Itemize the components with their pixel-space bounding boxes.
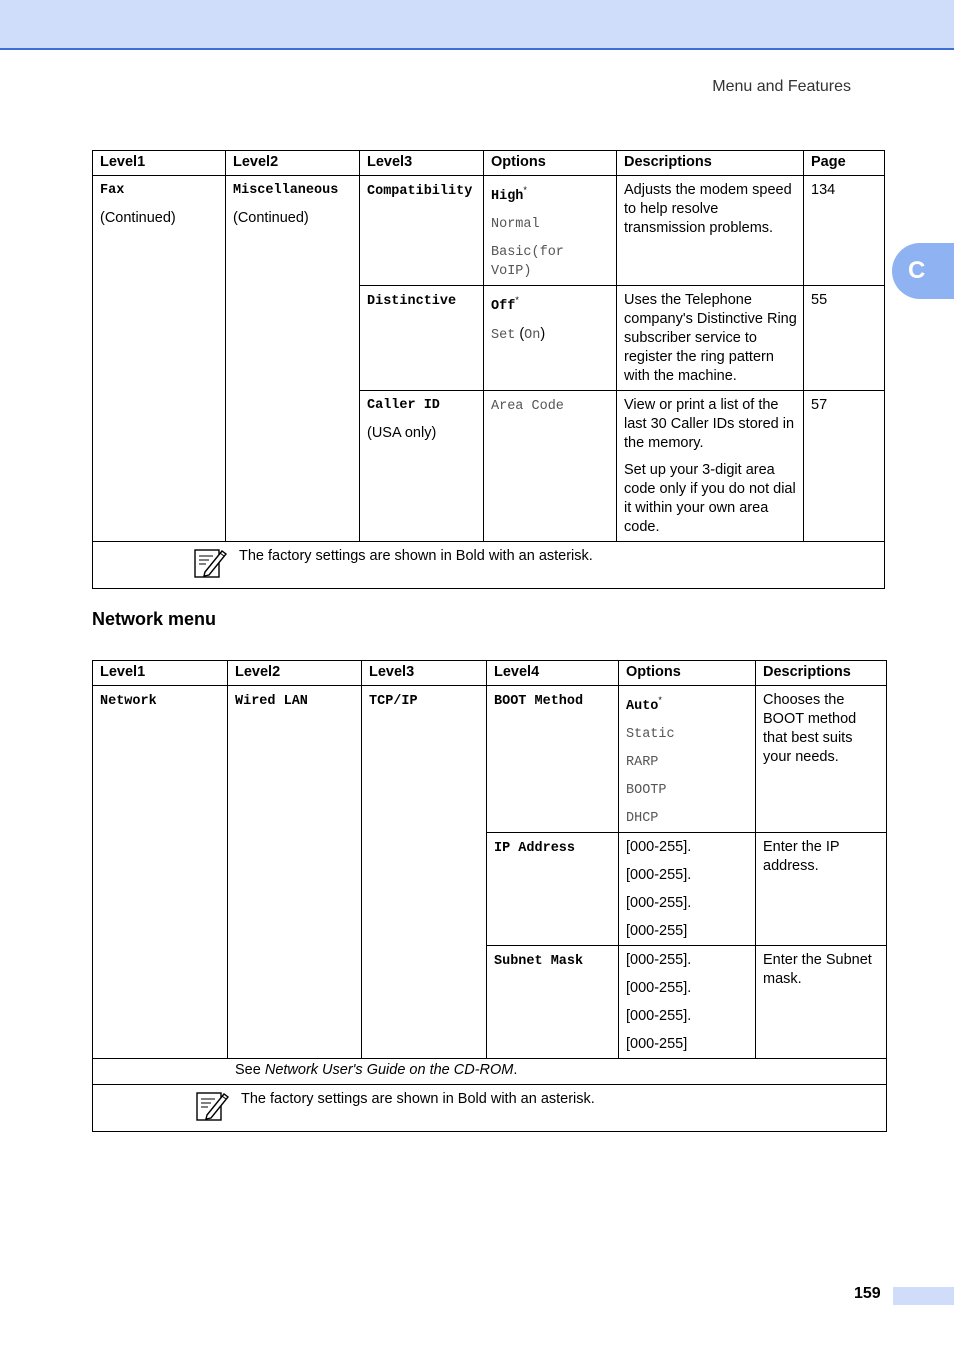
option-sub: On [524,327,541,343]
page-cell: 134 [804,176,885,286]
option: DHCP [626,810,659,826]
note-pencil-icon [193,545,227,579]
description-cell: Adjusts the modem speed to help resolve transmission problems. [617,176,804,286]
col-header: Level3 [360,151,484,176]
level2-note: (Continued) [233,210,309,226]
level1-name: Fax [100,183,125,198]
description-cell: Chooses the BOOT method that best suits your needs. [756,686,887,833]
option: [000-255] [626,922,688,939]
option: [000-255]. [626,951,692,968]
col-header: Page [804,151,885,176]
options-cell [619,832,756,945]
note-pencil-icon [195,1088,229,1122]
options-cell [619,945,756,1058]
level2-name: Wired LAN [235,694,308,709]
option: [000-255]. [626,979,692,996]
col-header: Level2 [228,661,362,686]
note-cell [93,541,885,588]
level3-name: TCP/IP [369,694,418,709]
see-suffix: . [513,1061,518,1078]
option: RARP [626,754,659,770]
description-cell: Enter the Subnet mask. [756,945,887,1058]
level1-name: Network [100,694,157,709]
level2-cell [226,176,360,542]
see-reference-row [93,1058,887,1084]
option: Basic(for VoIP) [491,244,564,279]
option: [000-255]. [626,894,692,911]
description-text: View or print a list of the last 30 Caller IDs stored in the memory. [624,396,795,451]
col-header: Descriptions [617,151,804,176]
see-prefix: See [235,1061,261,1078]
options-cell: Off* Set (On) [484,285,617,390]
options-cell [484,390,617,541]
see-reference-cell [93,1058,887,1084]
table-row [93,176,885,286]
level1-cell [93,686,228,1059]
col-header: Level1 [93,661,228,686]
note-text: The factory settings are shown in Bold with an asterisk. [241,1090,595,1107]
running-header-title: Menu and Features [712,78,851,95]
level4-cell [487,686,619,833]
level4-cell [487,832,619,945]
page-number-bar [893,1287,954,1305]
table-header-row [93,661,887,686]
option: [000-255]. [626,838,692,855]
option: Area Code [491,398,564,414]
level2-name: Miscellaneous [233,183,339,198]
chapter-side-tab[interactable]: C [892,243,954,299]
description-text-2: Set up your 3-digit area code only if you do not dial it within your own area code. [624,461,796,535]
note-text: The factory settings are shown in Bold with an asterisk. [239,547,593,564]
page-cell: 57 [804,390,885,541]
option: Normal [491,216,540,232]
option: BOOTP [626,782,667,798]
note-row [93,1084,887,1131]
level4-cell [487,945,619,1058]
option: Static [626,726,675,742]
note-cell [93,1084,887,1131]
level1-cell [93,176,226,542]
col-header: Descriptions [756,661,887,686]
page-number: 159 [854,1285,881,1302]
see-reference-link[interactable]: Network User's Guide on the CD-ROM [264,1061,514,1078]
network-menu-table [92,660,887,1132]
option: Set [491,327,516,343]
col-header: Level3 [362,661,487,686]
options-cell: High* Normal Basic(for VoIP) [484,176,617,286]
level3-name: Caller ID [367,397,440,413]
fax-menu-table [92,150,885,589]
options-cell: Auto* Static RARP BOOTP DHCP [619,686,756,833]
top-header-band [0,0,954,50]
level4-name: BOOT Method [494,694,584,709]
option: [000-255]. [626,866,692,883]
col-header: Level2 [226,151,360,176]
option: [000-255]. [626,1007,692,1024]
level3-cell [360,285,484,390]
table-row [93,686,887,833]
col-header: Level1 [93,151,226,176]
level2-cell [228,686,362,1059]
level4-name: IP Address [494,840,576,856]
level3-name: Distinctive [367,293,457,309]
option: [000-255] [626,1035,688,1052]
network-menu-heading: Network menu [92,609,217,629]
option-default: Auto [626,698,659,714]
col-header: Options [484,151,617,176]
level1-note: (Continued) [100,210,176,226]
col-header: Options [619,661,756,686]
level3-cell [360,390,484,541]
table-header-row [93,151,885,176]
level3-cell [360,176,484,286]
description-cell [617,390,804,541]
col-header: Level4 [487,661,619,686]
level3-cell [362,686,487,1059]
level4-name: Subnet Mask [494,953,584,969]
level3-name: Compatibility [367,184,473,199]
option-default: High [491,188,524,204]
page-cell: 55 [804,285,885,390]
option-default: Off [491,298,516,314]
level3-note: (USA only) [367,424,437,441]
description-cell: Enter the IP address. [756,832,887,945]
note-row [93,541,885,588]
description-cell: Uses the Telephone company's Distinctive Ring subscriber service to register the ring pattern with the machine. [617,285,804,390]
